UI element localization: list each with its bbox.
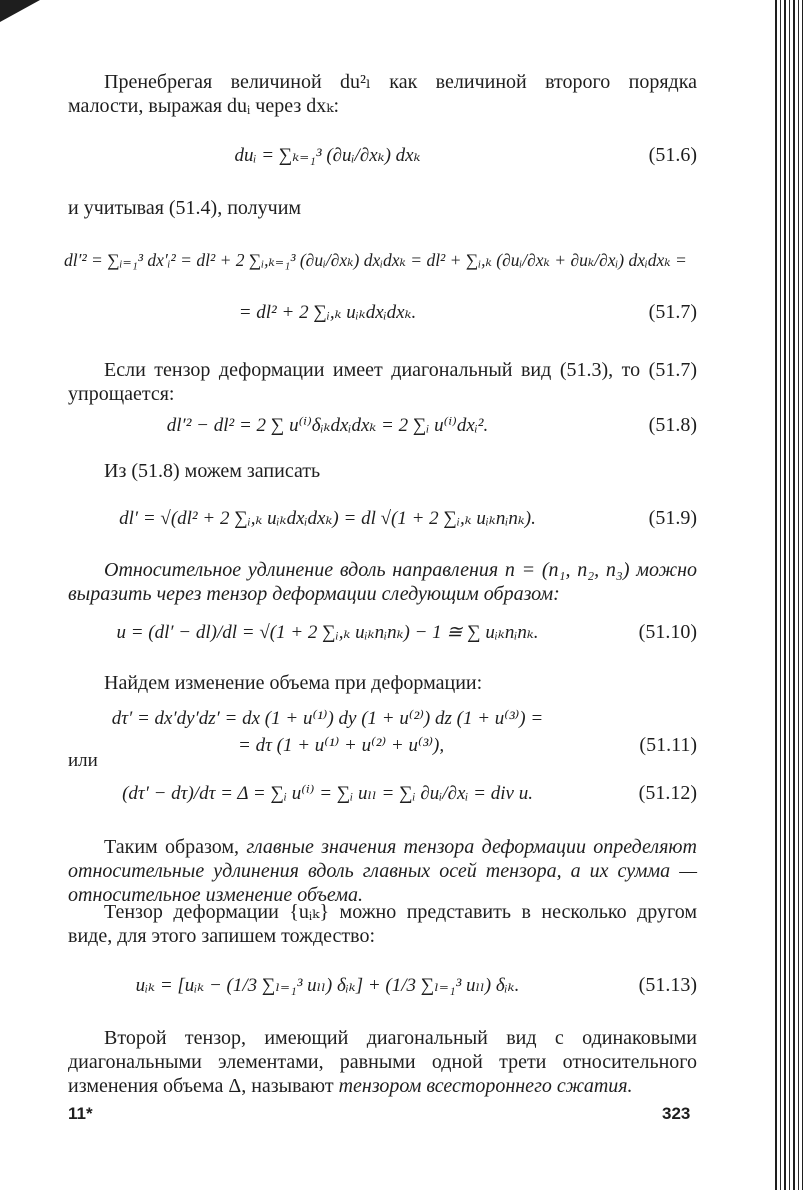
equation-51-7-number: (51.7) [648,301,697,323]
paragraph-second-tensor [68,1026,697,1098]
equation-51-10-body: u = (dl′ − dl)/dl = √(1 + 2 ∑ᵢ,ₖ uᵢₖnᵢnₖ) − 1 ≅ ∑ uᵢₖnᵢnₖ. [116,622,539,643]
page-binding-edge [775,0,803,1190]
equation-51-7-line1 [64,246,697,276]
equation-51-6 [68,140,697,170]
equation-51-7 [68,297,697,327]
equation-51-9 [68,503,697,533]
paragraph-relative-elongation: Относительное удлинение вдоль направления n = (n₁, n₂, n₃) можно выразить через тензор деформации следующим образом: [68,559,697,605]
paragraph-from-51-8: Из (51.8) можем записать [104,460,321,482]
equation-51-13 [68,970,697,1000]
equation-51-12 [68,778,697,808]
equation-51-7-line1-body: dl′² = ∑ᵢ₌₁³ dx′ᵢ² = dl² + 2 ∑ᵢ,ₖ₌₁³ (∂uᵢ/∂xₖ) dxᵢdxₖ = dl² + ∑ᵢ,ₖ (∂uᵢ/∂xₖ + ∂uₖ/∂xᵢ) dxᵢdxₖ = [64,250,687,270]
equation-51-10-number: (51.10) [638,621,697,643]
equation-51-11-line1-body: dτ′ = dx′dy′dz′ = dx (1 + u⁽¹⁾) dy (1 + u⁽²⁾) dz (1 + u⁽³⁾) = [111,708,544,729]
signature-mark: 11* [68,1104,93,1123]
word-or: или [68,750,98,771]
equation-51-11 [68,730,697,760]
equation-51-11-body: = dτ (1 + u⁽¹⁾ + u⁽²⁾ + u⁽³⁾), [238,735,445,756]
equation-51-10 [68,617,697,647]
equation-51-13-body: uᵢₖ = [uᵢₖ − (1/3 ∑ₗ₌₁³ uₗₗ) δᵢₖ] + (1/3 ∑ₗ₌₁³ uₗₗ) δᵢₖ. [135,975,520,996]
equation-51-9-number: (51.9) [648,507,697,529]
equation-51-11-number: (51.11) [639,734,697,756]
equation-51-11-line1 [68,703,697,733]
paragraph-intro: Пренебрегая величиной du²ₗ как величиной второго порядка малости, выражая duᵢ через dxₖ: [68,71,697,117]
page-corner-shadow [0,0,40,22]
page-number: 323 [662,1104,691,1123]
equation-51-7-body: = dl² + 2 ∑ᵢ,ₖ uᵢₖdxᵢdxₖ. [238,302,417,323]
paragraph-conclusion [68,835,697,907]
equation-51-8 [68,410,697,440]
second-tensor-lead: Второй тензор, имеющий диагональный вид с одинаковыми диагональными элементами, равными одной трети относительного изменения объема Δ, называют [68,1027,697,1097]
equation-51-13-number: (51.13) [638,974,697,996]
second-tensor-italic: тензором всестороннего сжатия. [338,1075,633,1097]
equation-51-12-body: (dτ′ − dτ)/dτ = Δ = ∑ᵢ u⁽ⁱ⁾ = ∑ᵢ uₗₗ = ∑ᵢ ∂uᵢ/∂xᵢ = div u. [122,783,533,804]
equation-51-8-number: (51.8) [648,414,697,436]
equation-51-6-number: (51.6) [648,144,697,166]
conclusion-lead: Таким образом, [104,836,240,858]
conclusion-italic: главные значения тензора деформации определяют относительные удлинения вдоль главных осей тензора, а их сумма — относительное изменение объема. [68,836,697,906]
paragraph-identity: Тензор деформации {uᵢₖ} можно представить в несколько другом виде, для этого запишем тождество: [68,901,697,947]
equation-51-9-body: dl′ = √(dl² + 2 ∑ᵢ,ₖ uᵢₖdxᵢdxₖ) = dl √(1 + 2 ∑ᵢ,ₖ uᵢₖnᵢnₖ). [119,508,536,529]
equation-51-8-body: dl′² − dl² = 2 ∑ u⁽ⁱ⁾δᵢₖdxᵢdxₖ = 2 ∑ᵢ u⁽ⁱ⁾dxᵢ². [166,415,489,436]
equation-51-12-number: (51.12) [638,782,697,804]
equation-51-6-body: duᵢ = ∑ₖ₌₁³ (∂uᵢ/∂xₖ) dxₖ [234,145,421,166]
paragraph-diagonal: Если тензор деформации имеет диагональный вид (51.3), то (51.7) упрощается: [68,359,697,405]
paragraph-given: и учитывая (51.4), получим [68,197,302,219]
paragraph-volume-change: Найдем изменение объема при деформации: [104,672,483,694]
